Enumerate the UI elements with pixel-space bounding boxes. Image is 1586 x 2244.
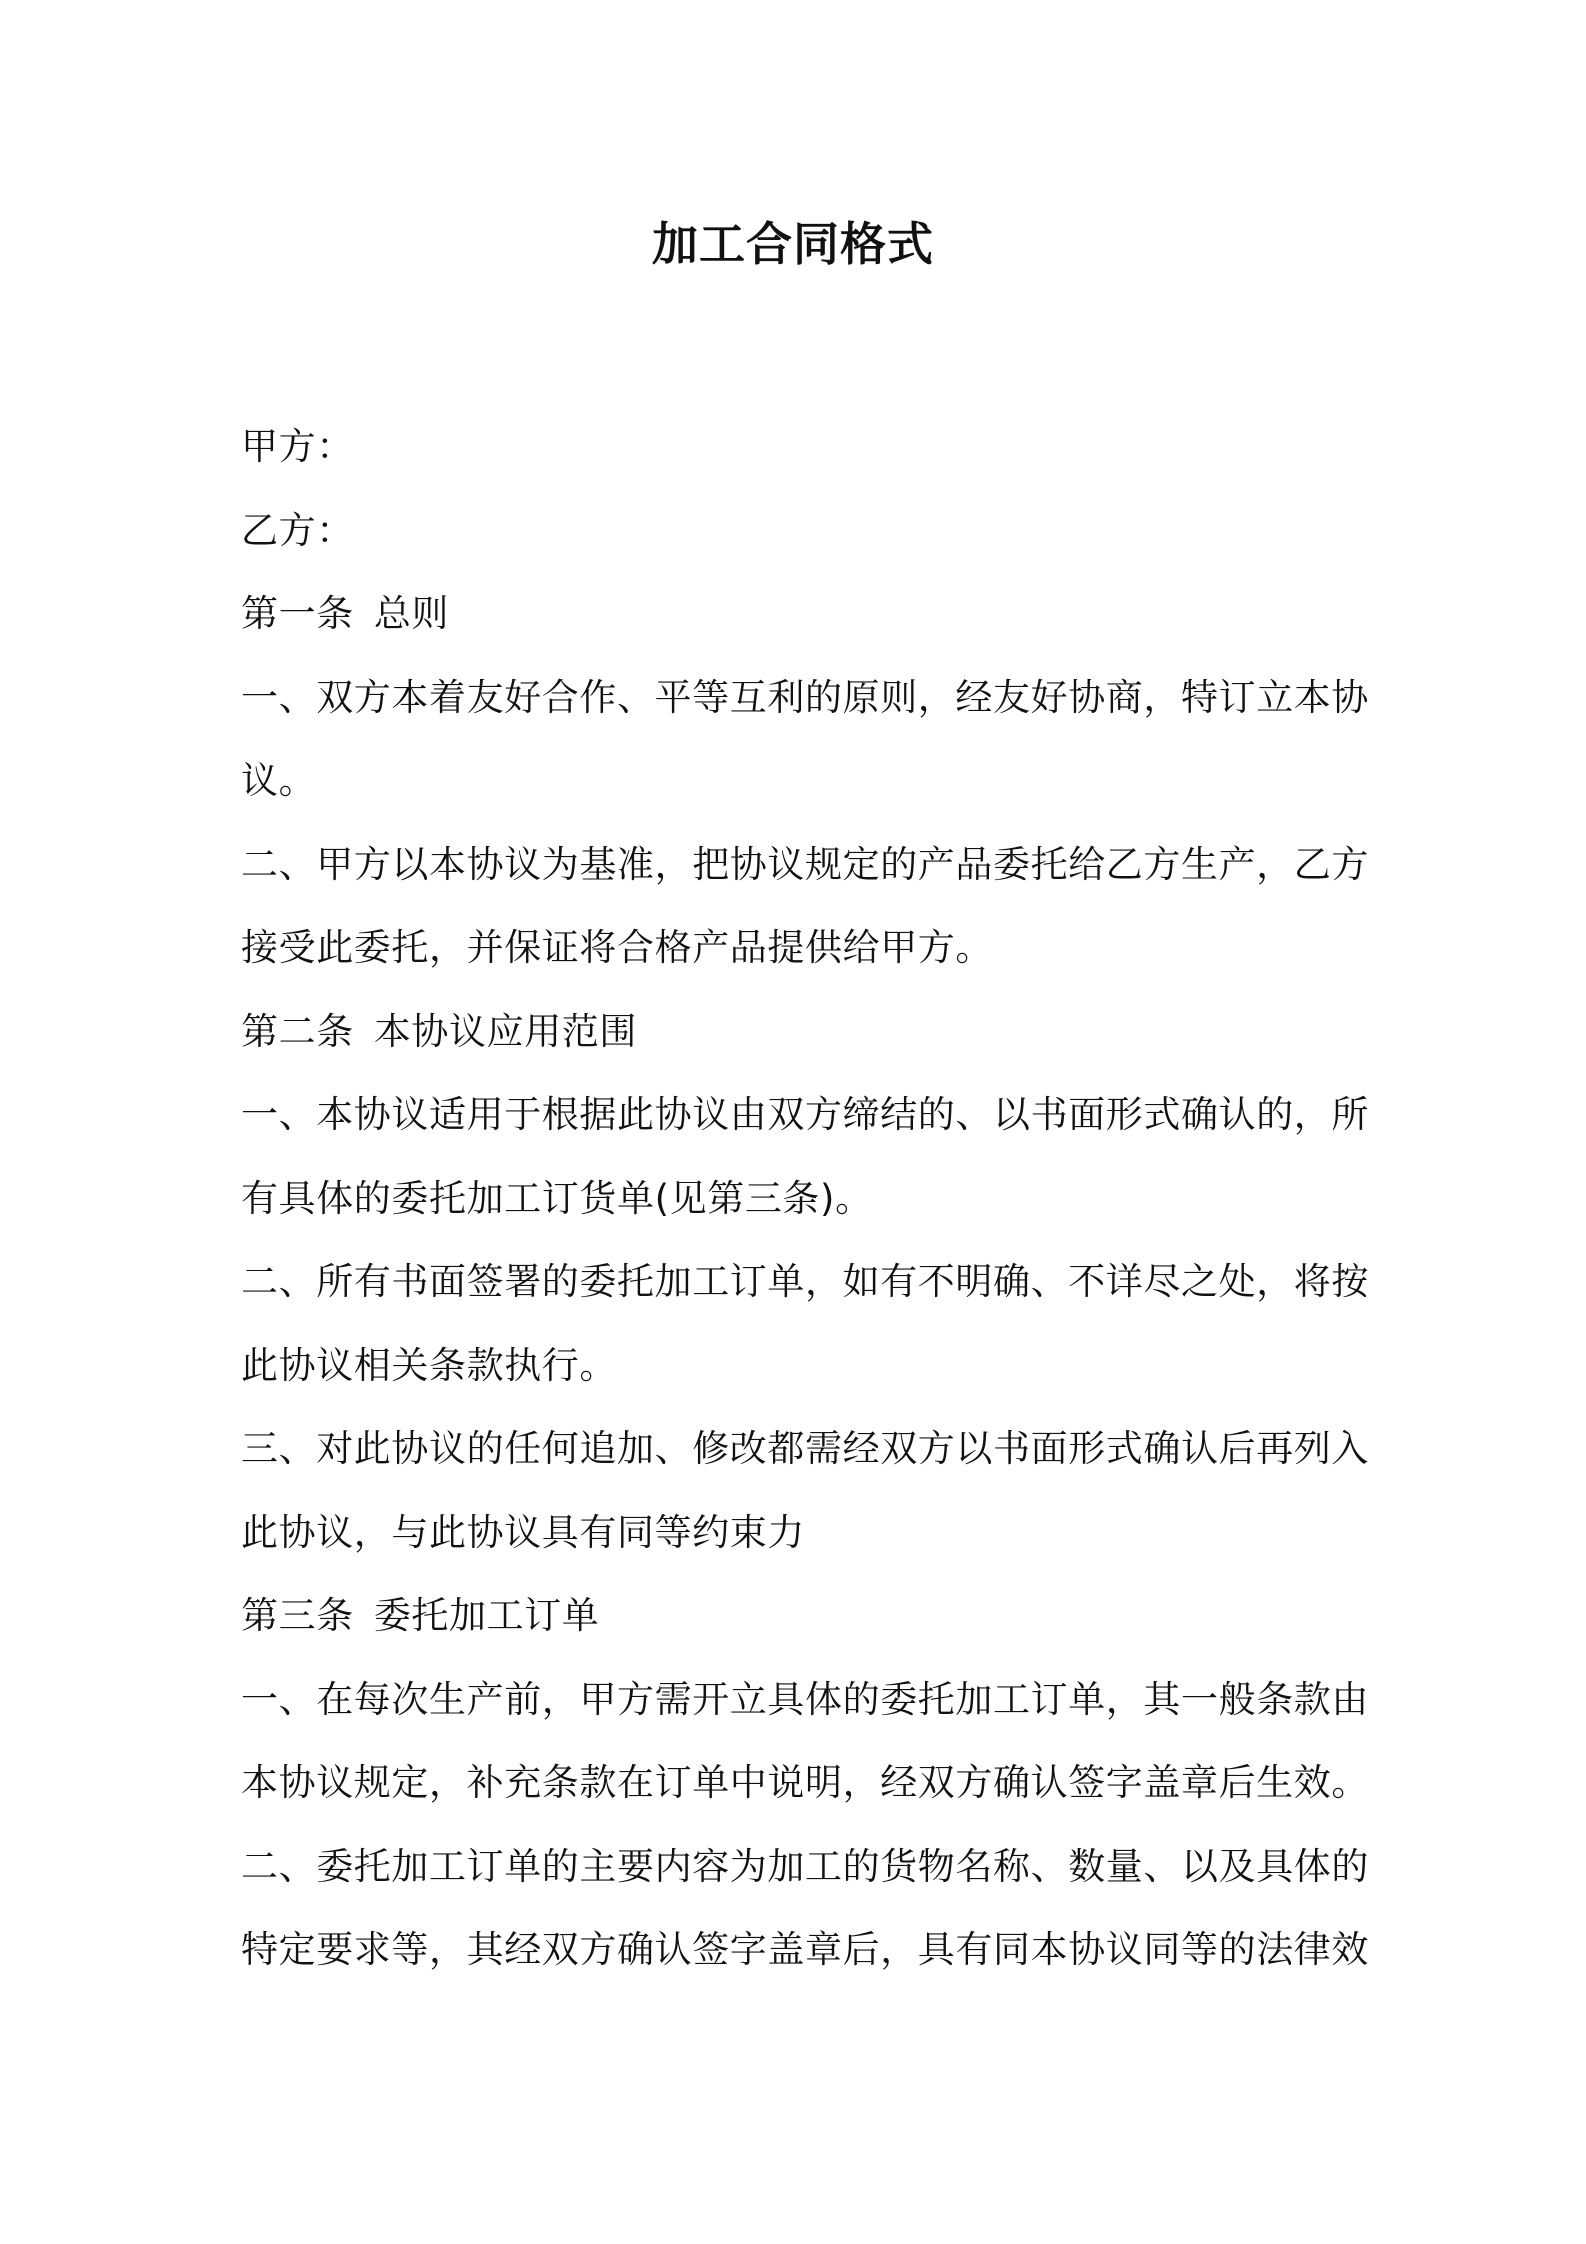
article-2-clause-1-line-2: 有具体的委托加工订货单(见第三条)。: [241, 1176, 873, 1220]
article-1-clause-1-line-2: 议。: [241, 759, 317, 802]
article-2-clause-2-line-2: 此协议相关条款执行。: [241, 1343, 617, 1387]
article-2-number: 第二条: [241, 1009, 354, 1053]
article-1-clause-2-line-2: 接受此委托，并保证将合格产品提供给甲方。: [241, 926, 993, 969]
article-1-name: 总则: [373, 592, 450, 635]
article-1-heading: [241, 572, 1356, 656]
article-3-clause-1-line-2: 本协议规定，补充条款在订单中说明，经双方确认签字盖章后生效。: [241, 1761, 1369, 1804]
article-2-clause-2-line-1: 二、所有书面签署的委托加工订单，如有不明确、不详尽之处，将按: [241, 1260, 1369, 1303]
document-title: 加工合同格式: [652, 217, 934, 271]
article-2-clause-3-line-1: 三、对此协议的任何追加、修改都需经双方以书面形式确认后再列入: [241, 1427, 1369, 1470]
article-1-number: 第一条: [241, 592, 354, 635]
party-b-line: 乙方：: [241, 508, 354, 552]
article-3-clause-1-line-1: 一、在每次生产前，甲方需开立具体的委托加工订单，其一般条款由: [241, 1677, 1369, 1721]
document-body: [241, 405, 1369, 1992]
article-2-clause-3-line-2: 此协议，与此协议具有同等约束力: [241, 1510, 805, 1554]
article-1-clause-2-line-1: 二、甲方以本协议为基准，把协议规定的产品委托给乙方生产，乙方: [241, 842, 1369, 886]
article-3-heading: [241, 1574, 1356, 1658]
article-2-heading: [241, 990, 1356, 1074]
article-2-name: 本协议应用范围: [373, 1009, 638, 1053]
article-2-clause-1-line-1: 一、本协议适用于根据此协议由双方缔结的、以书面形式确认的，所: [241, 1093, 1369, 1136]
article-3-clause-2-line-2: 特定要求等，其经双方确认签字盖章后，具有同本协议同等的法律效: [241, 1928, 1369, 1971]
article-3-clause-2-line-1: 二、委托加工订单的主要内容为加工的货物名称、数量、以及具体的: [241, 1844, 1369, 1888]
article-1-clause-1-line-1: 一、双方本着友好合作、平等互利的原则，经友好协商，特订立本协: [241, 675, 1369, 719]
party-a-line: 甲方：: [241, 425, 354, 468]
article-3-name: 委托加工订单: [373, 1594, 600, 1637]
article-3-number: 第三条: [241, 1594, 354, 1637]
